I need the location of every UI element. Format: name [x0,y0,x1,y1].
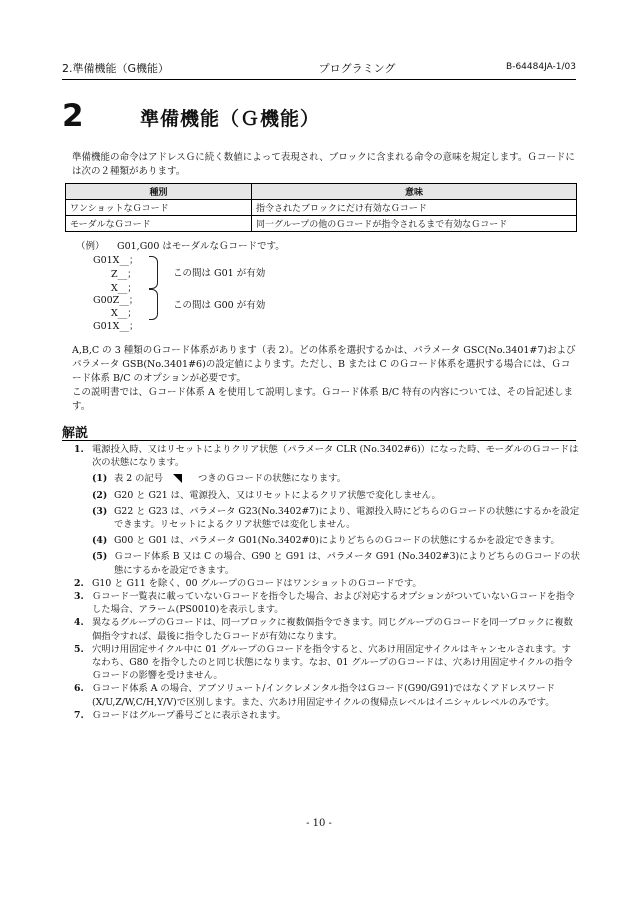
example-line: G00Z__； [93,295,139,306]
example-line: X__； [111,283,137,294]
chapter-number: 2 [62,98,84,134]
example-line: G01X__； [93,321,139,332]
header-section: 2.準備機能（G機能） [62,62,170,75]
example-label: （例） [76,241,105,252]
item-number: 1. [74,444,84,455]
sub-item-text: G00 と G01 は、パラメータ G01(No.3402#0)によりどちらのＧコードの状態にするかを設定できます。 [114,535,560,547]
list-item [68,577,580,590]
list-item [68,590,580,616]
list-item [68,643,580,683]
sub-item-number: (2) [92,489,108,501]
section-rule [62,440,576,441]
item-number: 5. [74,643,84,655]
intro-paragraph: 準備機能の命令はアドレスＧに続く数値によって表現され、ブロックに含まれる命令の意味を規定します。Ｇコードには次の２種類があります。 [72,152,575,177]
sub-item-text-post: つきのＧコードの状態になります。 [198,473,347,485]
sub-item [92,550,580,576]
sub-item-text: G22 と G23 は、パラメータ G23(No.3402#7)により、電源投入時にどちらのＧコードの状態にするかを設定できます。リセットによるクリア状態では変化しません。 [114,505,580,531]
sub-item-number: (3) [92,505,108,517]
item-number: 6. [74,683,84,695]
example-line: Z__； [111,269,137,280]
header-rule [62,79,576,80]
sub-item-number: (5) [92,551,108,563]
table-cell: モーダルなＧコード [66,216,252,232]
brace-g01 [149,256,158,289]
example-note-g01: この間は G01 が有効 [173,268,266,279]
header-chapter: プログラミング [318,62,396,75]
table-cell: 指令されたブロックにだけ有効なＧコード [252,200,577,216]
item-number: 4. [74,617,84,629]
list-item [68,682,580,708]
example-line: X__； [111,308,137,319]
manual-note-paragraph: この説明書では、Ｇコード体系 A を使用して説明します。Ｇコード体系 B/C 特有の内容については、その旨記述します。 [72,387,573,412]
gcode-system-paragraph: A,B,C の 3 種類のＧコード体系があります（表 2）。どの体系を選択するかは、パラメータ GSC(No.3401#7)およびパラメータ GSB(No.3401#6)の設定値によります。ただし、B または C のＧコード体系を選択する場合には、Ｇコード体系 B/C のオプションが必要です。 [72,345,576,384]
sub-item [92,534,580,547]
triangle-mark-icon [173,474,182,483]
item-number: 2. [74,577,84,589]
item-text: 電源投入時、又はリセットによりクリア状態（パラメータ CLR (No.3402#6)）になった時、モーダルのＧコードは次の状態になります。 [92,444,579,469]
brace-g00 [149,289,158,320]
sub-item-number: (1) [92,473,108,485]
sub-item [92,505,580,531]
list-item [68,616,580,642]
example-description: G01,G00 はモーダルなＧコードです。 [117,241,285,252]
chapter-title: 準備機能（Ｇ機能） [140,108,321,130]
explanation-list [68,443,580,722]
sub-item [92,472,580,485]
table-header-row [66,184,577,200]
sub-item-text: G20 と G21 は、電源投入、又はリセットによるクリア状態で変化しません。 [114,489,441,501]
sub-item [92,489,580,502]
gcode-type-table [65,183,577,232]
page-number: - 10 - [306,818,332,829]
item-text: Ｇコード一覧表に載っていないＧコードを指令した場合、および対応するオプションがついていないＧコードを指令した場合、アラーム(PS0010)を表示します。 [92,591,575,616]
item-text: Ｇコード体系 A の場合、アブソリュート/インクレメンタル指令はＧコード(G90/G91)ではなくアドレスワード(X/U,Z/W,C/H,Y/V)で区別します。また、穴あけ用固定サイクルの復帰点レベルはイニシャルレベルのみです。 [92,683,556,708]
table-row [66,200,577,216]
item-text: 異なるグループのＧコードは、同一ブロックに複数個指令できます。同じグループのＧコードを同一ブロックに複数個指令すれば、最後に指令したＧコードが有効になります。 [92,617,573,642]
item-text: G10 と G11 を除く、00 グループのＧコードはワンショットのＧコードです。 [92,577,422,589]
section-heading: 解説 [62,426,89,441]
example-note-g00: この間は G00 が有効 [173,300,266,311]
table-cell: 同一グループの他のＧコードが指令されるまで有効なＧコード [252,216,577,232]
sub-item-text: Ｇコード体系 B 又は C の場合、G90 と G91 は、パラメータ G91 (No.3402#3)によりどちらのＧコードの状態にするかを設定できます。 [114,551,580,576]
list-item [68,709,580,722]
table-header: 意味 [252,184,577,200]
table-header: 種別 [66,184,252,200]
example-line: G01X__； [93,255,139,266]
sub-item-number: (4) [92,535,108,547]
item-text: Ｇコードはグループ番号ごとに表示されます。 [92,709,286,721]
list-item [68,443,580,577]
item-text: 穴明け用固定サイクル中に 01 グループのＧコードを指令すると、穴あけ用固定サイクルはキャンセルされます。すなわち、G80 を指令したのと同じ状態になります。なお、01 グループのＧコードは、穴あけ用固定サイクルの指令Ｇコードの影響を受けません。 [92,643,573,682]
item-number: 3. [74,591,84,603]
table-row [66,216,577,232]
page-header [62,60,576,76]
item-number: 7. [74,709,84,721]
header-doc-number: B-64484JA-1/03 [506,62,576,72]
table-cell: ワンショットなＧコード [66,200,252,216]
sub-item-text-pre: 表 2 の記号 [114,473,164,485]
